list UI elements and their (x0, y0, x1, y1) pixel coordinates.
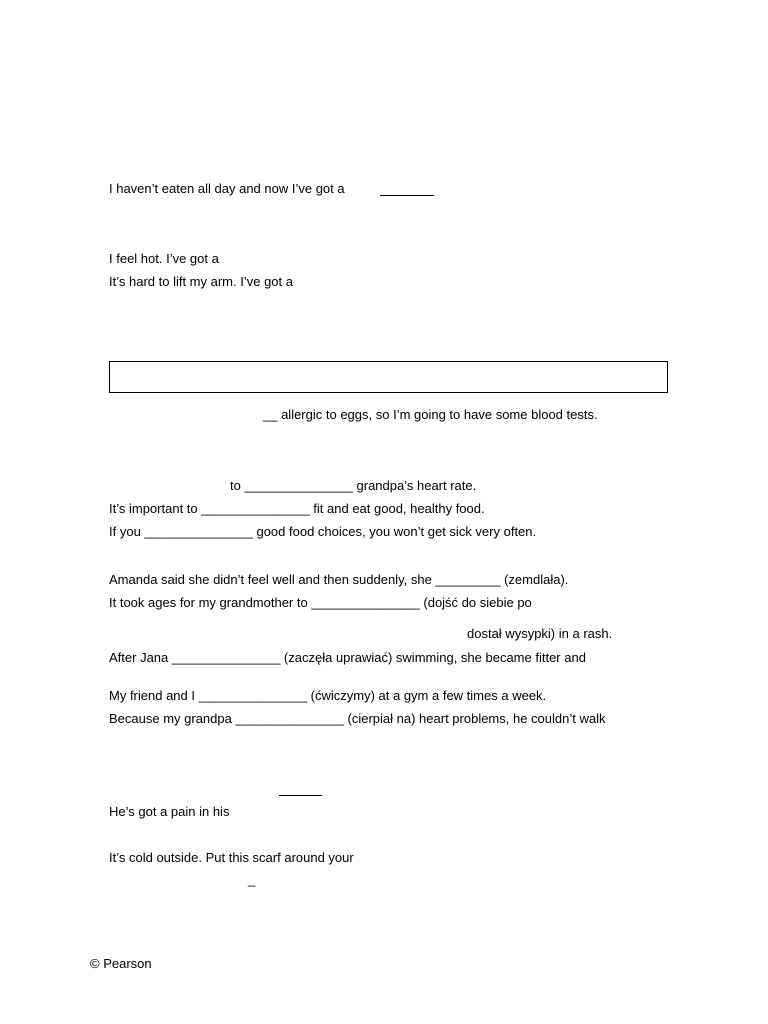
exercise-line-4: __ allergic to eggs, so I’m going to have some blood tests. (263, 407, 598, 422)
copyright-footer: © Pearson (90, 956, 152, 971)
answer-blank-1 (380, 195, 434, 196)
exercise-line-13: Because my grandpa _______________ (cierpiał na) heart problems, he couldn’t walk (109, 711, 606, 726)
exercise-line-11: After Jana _______________ (zaczęła uprawiać) swimming, she became fitter and (109, 650, 586, 665)
exercise-line-8: Amanda said she didn’t feel well and then suddenly, she _________ (zemdlała). (109, 572, 569, 587)
exercise-line-16: _ (248, 872, 256, 887)
exercise-line-6: It’s important to _______________ fit and eat good, healthy food. (109, 501, 485, 516)
exercise-line-12: My friend and I _______________ (ćwiczymy) at a gym a few times a week. (109, 688, 547, 703)
exercise-line-5: to _______________ grandpa’s heart rate. (230, 478, 477, 493)
answer-blank-2 (279, 795, 322, 796)
word-box (109, 361, 668, 393)
exercise-line-3: It’s hard to lift my arm. I’ve got a (109, 274, 293, 289)
exercise-line-14: He’s got a pain in his (109, 804, 230, 819)
exercise-line-7: If you _______________ good food choices, you won’t get sick very often. (109, 524, 537, 539)
exercise-line-15: It’s cold outside. Put this scarf around your (109, 850, 354, 865)
exercise-line-9: It took ages for my grandmother to _______________ (dojść do siebie po (109, 595, 532, 610)
exercise-line-1: I haven’t eaten all day and now I’ve got a (109, 181, 345, 196)
exercise-line-10: dostał wysypki) in a rash. (467, 626, 613, 641)
exercise-line-2: I feel hot. I’ve got a (109, 251, 219, 266)
